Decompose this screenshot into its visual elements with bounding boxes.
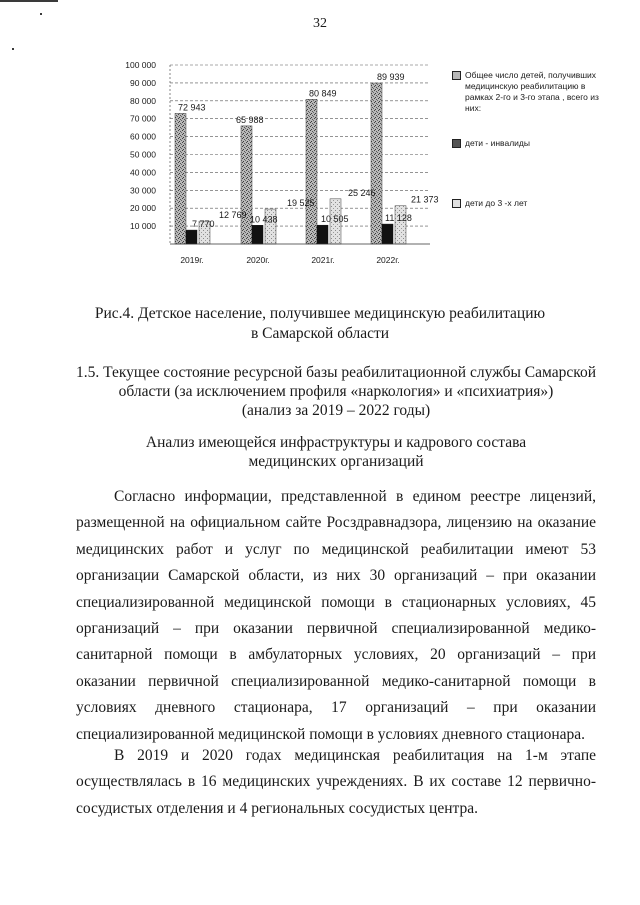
section-heading: [40, 363, 632, 420]
y-tick-label: 40 000: [130, 167, 156, 178]
body-paragraph: Согласно информации, представленной в едином реестре лицензий, размещенной на официальном сайте Росздравнадзора, лицензию на оказание медицинских работ и услуг по медицинской реабилитации имеют 53 организации Самарской области, из них 30 организаций – при оказании специализированной медицинской помощи в стационарных условиях, 45 организаций – при оказании первичной специализированной медико-санитарной помощи в амбулаторных условиях, 20 организаций – при оказании первичной специализированной медико-санитарной помощи в условиях дневного стационара, 17 организаций – при оказании специализированной медицинской помощи в условиях дневного стационара.: [76, 488, 596, 743]
bar: [175, 113, 186, 244]
bar: [306, 99, 317, 244]
bar: [252, 225, 263, 244]
y-tick-label: 90 000: [130, 77, 156, 88]
subsection-heading-line-2: медицинских организаций: [248, 453, 424, 470]
page-number: 32: [313, 16, 327, 31]
bar: [186, 230, 197, 244]
bar: [395, 206, 406, 244]
bar-chart: [118, 58, 450, 280]
data-label: 72 943: [178, 102, 206, 113]
data-label: 10 505: [321, 214, 349, 225]
data-label: 80 849: [309, 88, 337, 99]
y-tick-label: 100 000: [125, 60, 156, 70]
data-label: 7 770: [192, 219, 215, 230]
scan-artifact-top: [0, 0, 58, 2]
data-label: 21 373: [411, 194, 439, 205]
scan-artifact-dot: [40, 13, 42, 15]
data-label: 25 246: [348, 187, 376, 198]
y-tick-label: 70 000: [130, 113, 156, 124]
data-label: 89 939: [377, 72, 405, 83]
legend-entry-total: [452, 70, 603, 114]
bar: [371, 83, 382, 244]
legend-label-total: Общее число детей, получивших медицинскую реабилитацию в рамках 2-го и 3-го этапа , всего из них:: [465, 70, 599, 113]
subsection-heading: [40, 433, 632, 471]
data-label: 11 128: [385, 213, 412, 224]
section-heading-line-2: области (за исключением профиля «наркология» и «психиатрия»): [118, 383, 554, 400]
y-tick-label: 60 000: [130, 131, 156, 142]
x-tick-label: 2019г.: [180, 255, 204, 265]
body-paragraph: В 2019 и 2020 годах медицинская реабилитация на 1-м этапе осуществлялась в 16 медицинских учреждениях. В их составе 12 первично-сосудистых отделения и 4 региональных сосудистых центра.: [76, 747, 596, 817]
legend-entry-under3: [452, 198, 603, 209]
section-heading-line-1: 1.5. Текущее состояние ресурсной базы реабилитационной службы Самарской: [75, 364, 597, 381]
subsection-heading-line-1: Анализ имеющейся инфраструктуры и кадрового состава: [145, 434, 527, 451]
caption-line-1: Рис.4. Детское население, получившее медицинскую реабилитацию: [94, 305, 546, 322]
bar: [382, 224, 393, 244]
y-tick-label: 10 000: [130, 221, 156, 232]
data-label: 19 525: [287, 198, 315, 209]
bar: [317, 225, 328, 244]
legend-label-under3: дети до 3 -х лет: [465, 198, 528, 208]
y-tick-label: 80 000: [130, 95, 156, 106]
data-label: 65 988: [236, 114, 264, 125]
x-tick-label: 2020г.: [246, 255, 270, 265]
x-tick-label: 2022г.: [376, 255, 400, 265]
legend-swatch-disabled: [452, 139, 461, 148]
legend-label-disabled: дети - инвалиды: [465, 138, 530, 148]
figure-caption: [0, 304, 640, 344]
y-tick-label: 50 000: [130, 149, 156, 160]
bar: [241, 126, 252, 244]
y-tick-label: 20 000: [130, 203, 156, 214]
legend-entry-disabled: [452, 138, 603, 149]
caption-line-2: в Самарской области: [250, 325, 390, 342]
legend-swatch-total: [452, 71, 461, 80]
data-label: 12 769: [219, 210, 247, 221]
x-tick-label: 2021г.: [311, 255, 335, 265]
y-tick-label: 30 000: [130, 185, 156, 196]
data-label: 10 438: [250, 214, 278, 225]
section-heading-line-3: (анализ за 2019 – 2022 годы): [241, 402, 431, 419]
scan-artifact-dot: [12, 48, 14, 50]
legend-swatch-under3: [452, 199, 461, 208]
